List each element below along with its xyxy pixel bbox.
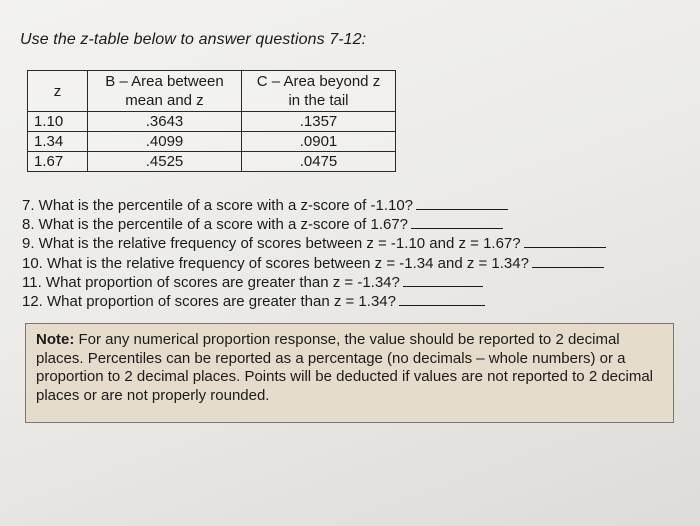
cell-c: .0475: [242, 152, 396, 172]
answer-blank-8[interactable]: [411, 215, 503, 229]
note-box: [25, 323, 674, 423]
table-row: [28, 152, 396, 172]
header-c-line2: in the tail: [288, 92, 349, 109]
question-9: [22, 234, 606, 253]
cell-z: 1.34: [28, 132, 88, 152]
question-12: [22, 292, 606, 311]
note-label: Note:: [36, 331, 75, 348]
cell-c: .0901: [242, 132, 396, 152]
answer-blank-11[interactable]: [403, 273, 483, 287]
question-list: [22, 196, 606, 311]
header-b: [88, 71, 242, 112]
header-z: z: [28, 71, 88, 112]
question-10-text: 10. What is the relative frequency of scores between z = -1.34 and z = 1.34?: [22, 254, 529, 272]
question-11-text: 11. What proportion of scores are greater than z = -1.34?: [22, 273, 400, 291]
question-8-text: 8. What is the percentile of a score with a z-score of 1.67?: [22, 216, 409, 234]
note-paragraph: [36, 331, 664, 405]
answer-blank-9[interactable]: [524, 234, 606, 248]
cell-c: .1357: [242, 112, 396, 132]
header-b-line1: B – Area between: [105, 73, 224, 90]
header-c-line1: C – Area beyond z: [256, 73, 381, 90]
table-row: [28, 132, 396, 152]
answer-blank-10[interactable]: [532, 254, 604, 268]
header-b-line2: mean and z: [125, 92, 204, 109]
question-7-text: 7. What is the percentile of a score with a z-score of -1.10?: [22, 197, 414, 214]
question-7: [22, 196, 606, 215]
question-8: [22, 215, 606, 234]
question-11: [22, 273, 606, 292]
z-table: [27, 70, 396, 172]
question-12-text: 12. What proportion of scores are greater than z = 1.34?: [22, 293, 396, 311]
table-header-row: [28, 71, 396, 112]
cell-b: .4525: [88, 152, 242, 172]
answer-blank-12[interactable]: [399, 292, 485, 306]
cell-z: 1.10: [28, 112, 88, 132]
note-text: For any numerical proportion response, the value should be reported to 2 decimal places. Percentiles can be reported as a percentage (no decimals – whole numbers) or a proportion to 2 decimal places. Points will be deducted if values are not reported to 2 decimal places or are not properly rounded.: [36, 331, 654, 404]
question-10: [22, 254, 606, 273]
cell-z: 1.67: [28, 152, 88, 172]
answer-blank-7[interactable]: [416, 196, 508, 210]
table-row: [28, 112, 396, 132]
cell-b: .3643: [88, 112, 242, 132]
worksheet-heading: Use the z-table below to answer questions 7-12:: [20, 31, 367, 48]
header-c: [242, 71, 396, 112]
question-9-text: 9. What is the relative frequency of scores between z = -1.10 and z = 1.67?: [22, 235, 521, 253]
cell-b: .4099: [88, 132, 242, 152]
